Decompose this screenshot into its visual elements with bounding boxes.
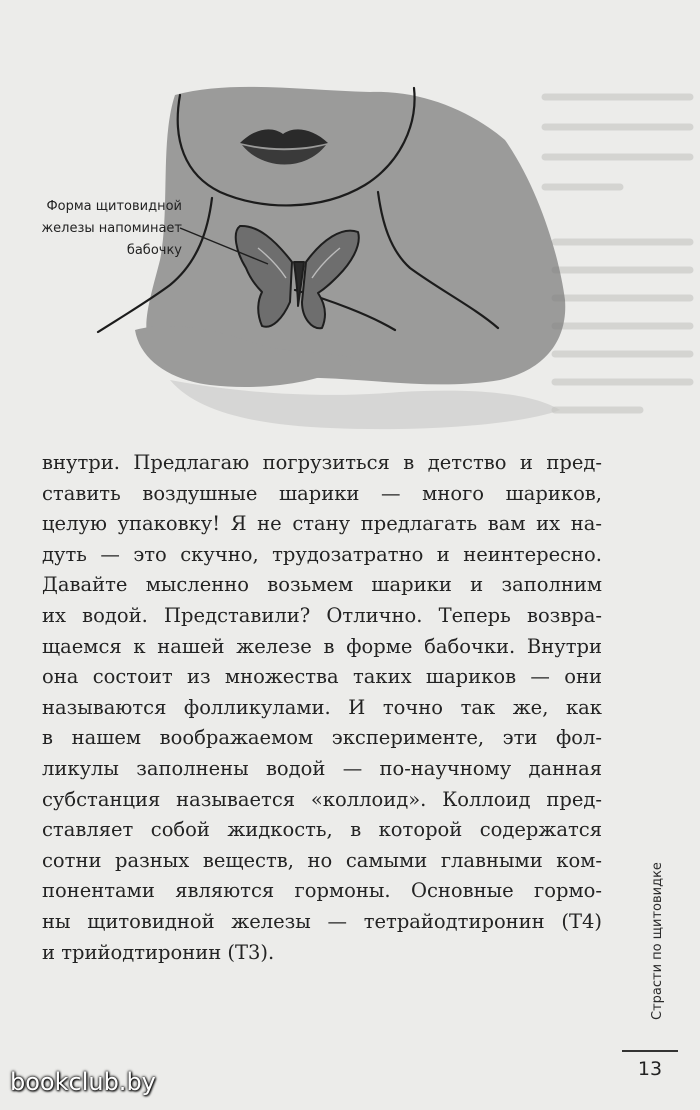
caption-line: Форма щитовидной <box>46 199 182 214</box>
text-line: Давайте мысленно возьмем шарики и заполним <box>42 573 602 597</box>
text-line: ны щитовидной железы — тетрайодтиронин (Т4) <box>42 909 602 933</box>
text-line: ликулы заполнены водой — по-научному данная <box>42 756 602 780</box>
text-line: называются фолликулами. И точно так же, как <box>42 695 602 719</box>
text-line: сотни разных веществ, но самыми главными ком- <box>42 848 602 872</box>
text-line: понентами являются гормоны. Основные гормо- <box>42 879 602 903</box>
text-line: ставить воздушные шарики — много шариков, <box>42 481 602 505</box>
running-header: Страсти по щитовидке <box>650 862 665 1020</box>
bleed-through-text <box>545 97 690 410</box>
text-line: их водой. Представили? Отлично. Теперь возвра- <box>42 603 602 627</box>
illustration-caption <box>22 196 182 262</box>
body-paragraph <box>42 448 602 968</box>
page-number: 13 <box>637 1058 663 1080</box>
text-line: целую упаковку! Я не стану предлагать вам их на- <box>42 512 602 536</box>
caption-line: железы напоминает <box>41 221 182 236</box>
text-line: щаемся к нашей железе в форме бабочки. Внутри <box>42 634 602 658</box>
text-line: в нашем воображаемом эксперименте, эти фол- <box>42 726 602 750</box>
text-line: внутри. Предлагаю погрузиться в детство и пред- <box>42 451 602 474</box>
watercolor-lighter-wash <box>170 380 560 429</box>
text-line: она состоит из множества таких шариков — они <box>42 665 602 689</box>
folio-rule <box>622 1050 678 1052</box>
text-line: и трийодтиронин (Т3). <box>42 940 275 964</box>
caption-line: бабочку <box>126 243 182 258</box>
text-line: субстанция называется «коллоид». Коллоид пред- <box>42 787 602 811</box>
text-line: дуть — это скучно, трудозатратно и неинтересно. <box>42 542 602 566</box>
watermark: bookclub.by <box>10 1068 156 1096</box>
text-line: ставляет собой жидкость, в которой содержатся <box>42 818 602 842</box>
